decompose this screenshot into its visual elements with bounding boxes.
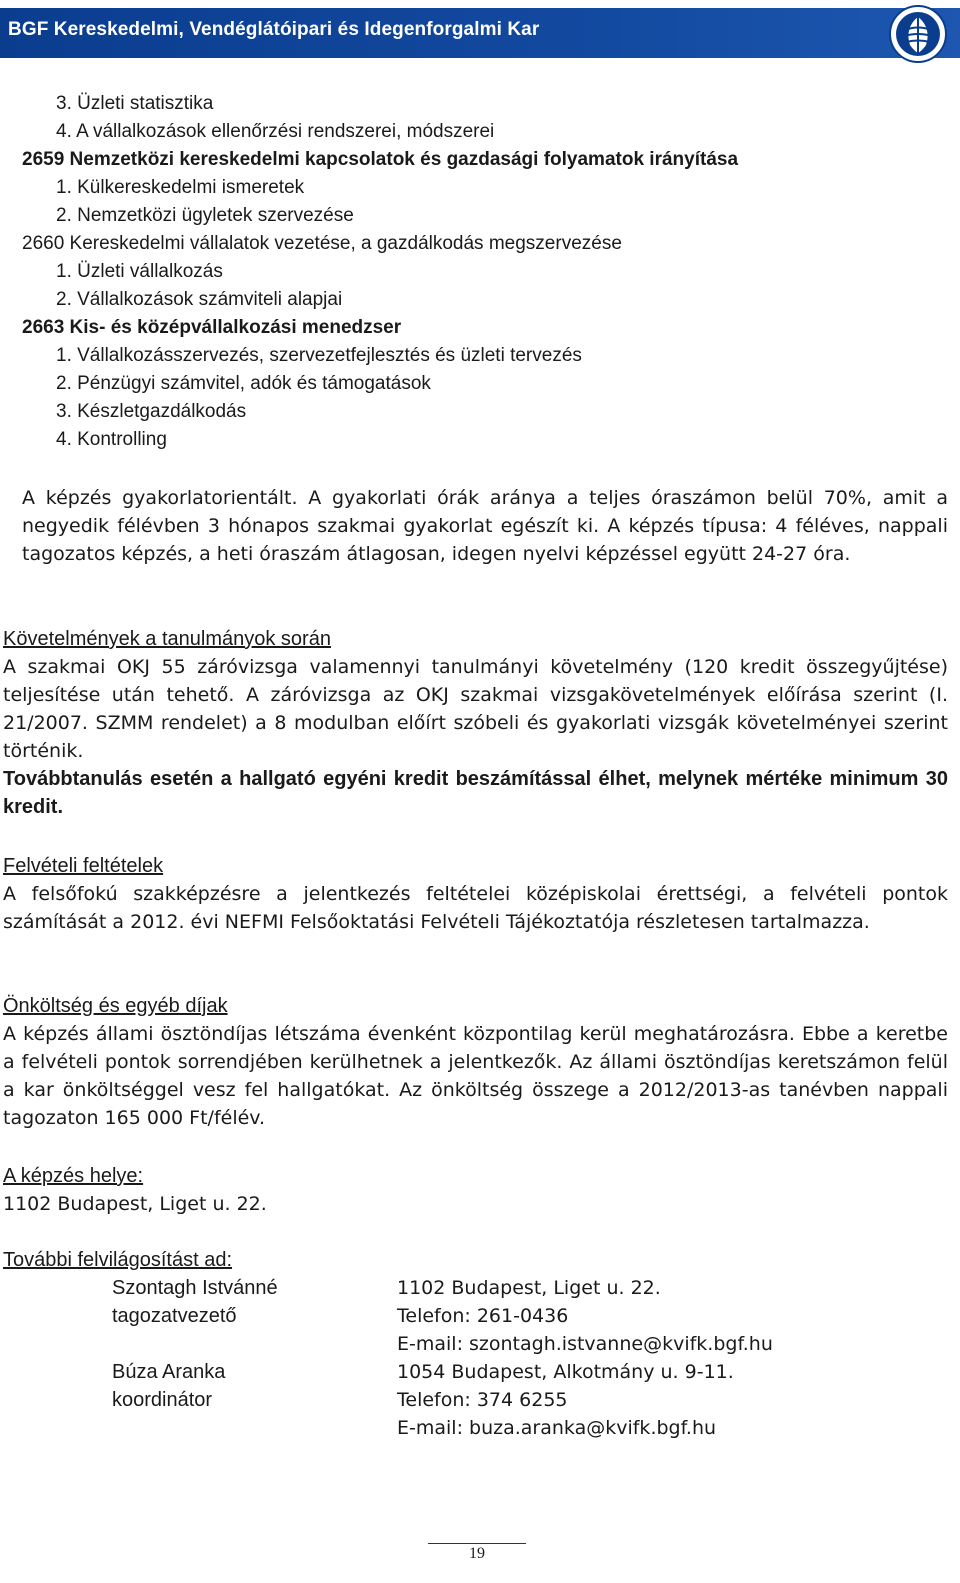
- fees-body: A képzés állami ösztöndíjas létszáma évenként központilag kerül meghatározásra. Ebbe a keretbe a felvételi pontok sorrendjében kerülhetnek a jelentkezők. Az állami ösztöndíjas keretszámon felül a kar önköltséggel vesz fel hallgatókat. Az önköltség összege a 2012/2013-as tanévben nappali tagozaton 165 000 Ft/félév.: [3, 1023, 948, 1129]
- requirements-bold-note: Továbbtanulás esetén a hallgató egyéni kredit beszámítással élhet, melynek mértéke minimum 30 kredit.: [3, 768, 948, 818]
- fees-heading: Önköltség és egyéb díjak: [3, 995, 228, 1017]
- module-heading: 2660 Kereskedelmi vállalatok vezetése, a gazdálkodás megszervezése: [22, 233, 622, 254]
- module-line: 3. Üzleti statisztika: [56, 93, 214, 114]
- contact-role: koordinátor: [112, 1389, 213, 1411]
- contact-name: Búza Aranka: [112, 1361, 226, 1383]
- contact-phone: Telefon: 261-0436: [397, 1305, 569, 1327]
- contact-role: tagozatvezető: [112, 1305, 237, 1327]
- module-line: 3. Készletgazdálkodás: [56, 401, 247, 422]
- bgf-globe-logo-icon: [888, 5, 948, 63]
- module-line: 2. Nemzetközi ügyletek szervezése: [56, 205, 354, 226]
- module-line: 1. Vállalkozásszervezés, szervezetfejlesztés és üzleti tervezés: [56, 345, 582, 366]
- module-line: 2. Pénzügyi számvitel, adók és támogatások: [56, 373, 431, 394]
- module-line: 4. A vállalkozások ellenőrzési rendszerei, módszerei: [56, 121, 495, 142]
- contact-address: 1102 Budapest, Liget u. 22.: [397, 1277, 661, 1299]
- module-line: 1. Üzleti vállalkozás: [56, 261, 223, 282]
- module-line: 2. Vállalkozások számviteli alapjai: [56, 289, 343, 310]
- contact-phone: Telefon: 374 6255: [397, 1389, 568, 1411]
- module-heading: 2663 Kis- és középvállalkozási menedzser: [22, 317, 402, 338]
- page-header: [0, 0, 960, 68]
- admission-body: A felsőfokú szakképzésre a jelentkezés feltételei középiskolai érettségi, a felvételi pontok számítását a 2012. évi NEFMI Felsőoktatási Felvételi Tájékoztatója részletesen tartalmazza.: [3, 883, 948, 933]
- contact-email[interactable]: E-mail: szontagh.istvanne@kvifk.bgf.hu: [397, 1333, 773, 1355]
- module-line: 4. Kontrolling: [56, 429, 167, 450]
- contact-name: Szontagh Istvánné: [112, 1277, 278, 1299]
- footer-divider: [428, 1543, 526, 1544]
- page-number: 19: [469, 1545, 485, 1562]
- header-title: BGF Kereskedelmi, Vendéglátóipari és Idegenforgalmi Kar: [8, 19, 540, 40]
- admission-heading: Felvételi feltételek: [3, 855, 164, 877]
- module-line: 1. Külkereskedelmi ismeretek: [56, 177, 305, 198]
- module-heading: 2659 Nemzetközi kereskedelmi kapcsolatok és gazdasági folyamatok irányítása: [22, 149, 739, 170]
- contact-email[interactable]: E-mail: buza.aranka@kvifk.bgf.hu: [397, 1417, 717, 1439]
- contact-address: 1054 Budapest, Alkotmány u. 9-11.: [397, 1361, 734, 1383]
- location-heading: A képzés helye:: [3, 1165, 144, 1187]
- location-address: 1102 Budapest, Liget u. 22.: [3, 1193, 267, 1215]
- requirements-heading: Követelmények a tanulmányok során: [3, 628, 331, 650]
- practice-paragraph: A képzés gyakorlatorientált. A gyakorlati órák aránya a teljes óraszámon belül 70%, amit a negyedik félévben 3 hónapos szakmai gyakorlat egészít ki. A képzés típusa: 4 féléves, nappali tagozatos képzés, a heti óraszám átlagosan, idegen nyelvi képzéssel együtt 24-27 óra.: [22, 487, 948, 565]
- contacts-heading: További felvilágosítást ad:: [3, 1249, 233, 1271]
- requirements-body: A szakmai OKJ 55 záróvizsga valamennyi tanulmányi követelmény (120 kredit összegyűjtése) teljesítése után tehető. A záróvizsga az OKJ szakmai vizsgakövetelmények előírása szerint (I. 21/2007. SZMM rendelet) a 8 modulban előírt szóbeli és gyakorlati vizsgák követelményei szerint történik.: [3, 656, 948, 762]
